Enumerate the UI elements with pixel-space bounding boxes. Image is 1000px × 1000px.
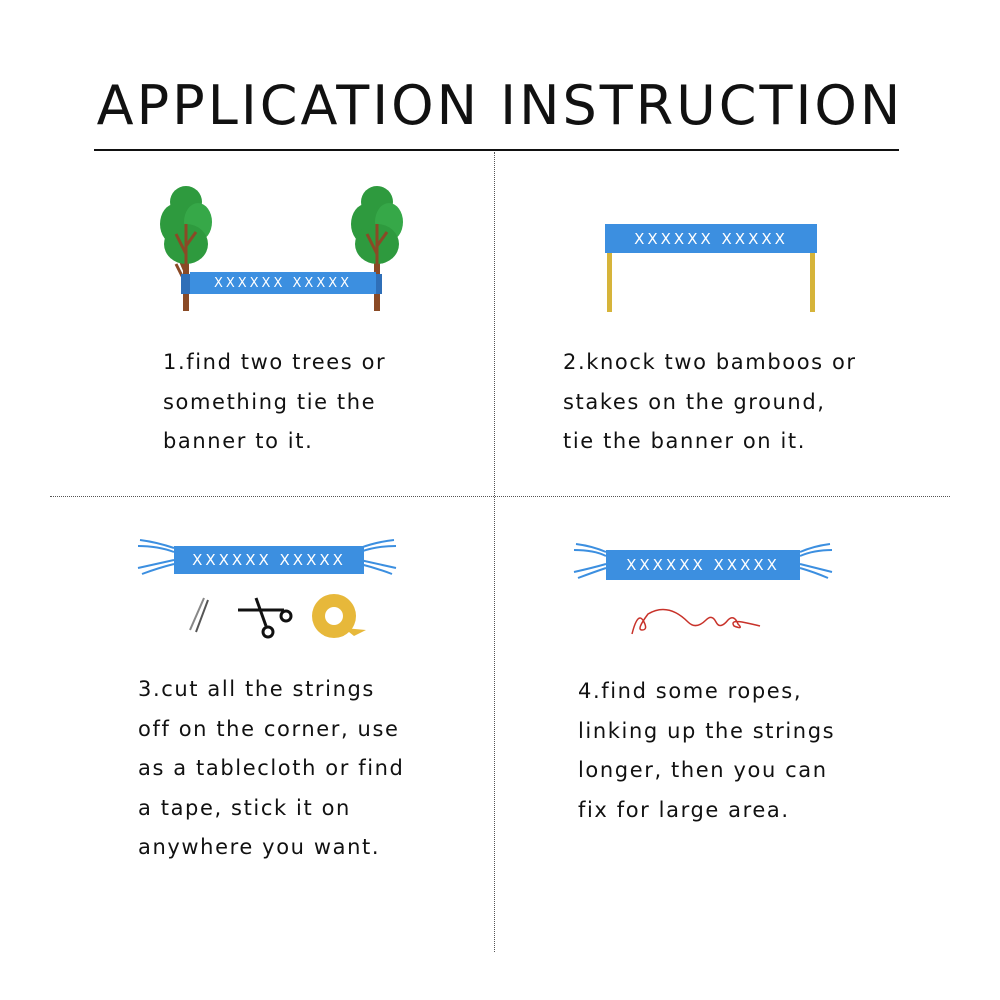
title-underline <box>94 149 899 151</box>
tape-roll-icon <box>312 594 366 638</box>
step-1-text <box>163 343 386 462</box>
banner-3: XXXXXX XXXXX <box>174 546 364 574</box>
step-1-line-1: 1.find two trees or <box>163 350 387 374</box>
step-2-line-2: stakes on the ground, <box>563 389 826 414</box>
banner-4: XXXXXX XXXXX <box>606 550 800 580</box>
step-3-line-4: a tape, stick it on <box>138 795 351 820</box>
step-3-text <box>138 670 405 868</box>
pins-icon <box>190 598 208 632</box>
step-3-line-5: anywhere you want. <box>138 835 381 859</box>
step-1-line-3: banner to it. <box>163 429 314 453</box>
banner-1: XXXXXX XXXXX <box>190 272 376 294</box>
vertical-divider <box>494 152 495 952</box>
step-4-line-2: linking up the strings <box>578 718 836 743</box>
step-4-line-3: longer, then you can <box>578 758 828 782</box>
page-title: APPLICATION INSTRUCTION <box>96 74 904 137</box>
bamboo-stakes-banner-icon <box>605 224 820 314</box>
step-3-line-2: off on the corner, use <box>138 716 400 741</box>
step-2-text <box>563 343 857 462</box>
step-4-line-1: 4.find some ropes, <box>578 679 803 703</box>
banner-with-strings-icon-4 <box>572 538 834 588</box>
banner-2: XXXXXX XXXXX <box>605 224 817 253</box>
banner-with-strings-icon <box>136 534 398 584</box>
step-1-line-2: something tie the <box>163 389 377 414</box>
trees-graphic <box>158 184 408 314</box>
trees-with-banner-icon <box>158 184 408 314</box>
scissors-icon <box>238 598 291 637</box>
tools-row <box>184 590 374 640</box>
step-4-text <box>578 672 835 830</box>
horizontal-divider <box>50 496 950 497</box>
step-4-line-4: fix for large area. <box>578 797 790 822</box>
step-2-line-1: 2.knock two bamboos or <box>563 350 857 374</box>
step-3-line-1: 3.cut all the strings <box>138 677 375 701</box>
step-2-line-3: tie the banner on it. <box>563 429 807 453</box>
red-rope-icon <box>628 600 763 640</box>
step-3-line-3: as a tablecloth or find <box>138 756 405 780</box>
